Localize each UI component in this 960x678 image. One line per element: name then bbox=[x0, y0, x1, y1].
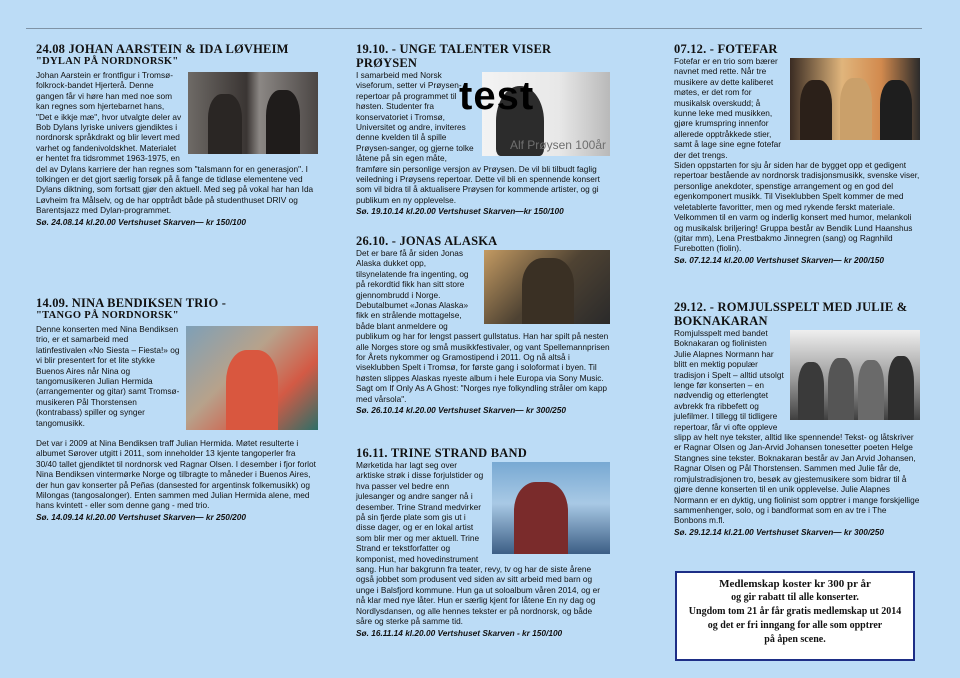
event-romjulsspelt bbox=[674, 300, 920, 538]
membership-line: og det er fri inngang for alle som opptrer bbox=[707, 620, 883, 631]
event-footer: Sø. 24.08.14 kl.20.00 Vertshuset Skarven— kr 150/100 bbox=[36, 216, 247, 227]
event-title: 26.10. - JONAS ALASKA bbox=[356, 234, 498, 248]
event-photo bbox=[790, 330, 920, 420]
event-description: Det er bare få år siden Jonas Alaska dukket opp, tilsynelatende fra ingenting, og på rekordtid fikk han sitt store gjennombrudd i Norge. Debutalbumet «Jonas Alaska» fikk en strålende mottagelse, både blant anmeldere og publikum og har for lengst passert gullstatus. Han har spilt på nesten alle Norges store og små musikkfestivaler, og vant Spellemannprisen for Årets nykommer og Gramostipend i 2011. Og nå altså i viseklubben Spelt i Tromsø, for første gang i soloformat i byen. Til høsten slippes Alaskas nyeste album i hele Europa via Sony Music. Sagt om If Only As A Ghost: "Norges nye folkyndling stråler om kapp med vårsola". bbox=[356, 248, 610, 404]
photo-caption: Alf Prøysen 100år bbox=[509, 138, 606, 152]
event-description: Romjulsspelt med bandet Boknakaran og fiolinisten Julie Alapnes Normann har blitt en mektig populær tradisjon i Spelt – alltid utsolgt lenge før konserten – en nødvendig og etterlengtet avbrekk fra ribbefett og julefilmer. I tillegg til tidligere repertoar, får vi ofte oppleve slipp av helt nye tekster, alltid like spennende! Tekst- og låtskriver er Ragnar Olsen og Jan-Arvid Johansen tonesetter poeten Helge Stangnes sine tekster. Boknakaran består av Jan Arvid Johansen, Ragnar Olsen og Pål Thorstensen. Sammen med Julie får de, romjulstradisjonen tro, besøk av gjestemusikere som bidrar til å gjøre denne konserten til en unik opplevelse. Julie Alapnes Normann er en dyktig, ung fiolinist som opptrer i mange forskjellige sammenhenger, solo, og i bandformat som en av tre i The Bonbons m.fl. bbox=[674, 328, 920, 526]
event-subtitle: "DYLAN PÅ NORDNORSK" bbox=[36, 56, 179, 67]
event-description: Denne konserten med Nina Bendiksen trio, er et samarbeid med latinfestivalen «No Siesta – Fiesta!» og vi blir presentert for et lite stykke Buenos Aires når Nina og tangomusikeren Julian Hermida (arrangementer og gitar) samt Tromsø-musikeren Pål Thorstensen (kontrabass) spiller og synger tangomusikk. bbox=[36, 324, 180, 428]
event-strand bbox=[356, 446, 610, 639]
event-title: 14.09. NINA BENDIKSEN TRIO - bbox=[36, 296, 227, 310]
event-description: Johan Aarstein er frontfigur i Tromsø-folkrock-bandet Hjerterå. Denne gangen får vi høre han med noe som kan regnes som hjertebarnet hans, "Det e ikkje mæ", hvor utvalgte deler av Bob Dylans lyriske univers gjendiktes i nordnorsk språkdrakt og blir levert med varhet og fandenivoldskhet. Materialet er hentet fra tidsrommet 1963-1975, en del av Dylans karriere der han regnes som "talsmann for en generasjon". I tolkingen er det gjort særlig forsøk på å fange de tidløse elementene ved Dylans diktning, som fortsatt gjør den aktuell. Med seg på vokal har han Ida Løvheim fra Målselv, og de har opptrådt både på studenthuset DRIV og Barentsjazz med Dylan-programmet. bbox=[36, 70, 314, 216]
event-footer: Sø. 29.12.14 kl.21.00 Vertshuset Skarven— kr 300/250 bbox=[674, 526, 885, 537]
event-proysen bbox=[356, 42, 610, 217]
membership-line: på åpen scene. bbox=[764, 634, 826, 645]
event-photo bbox=[188, 72, 318, 154]
event-footer: Sø. 16.11.14 kl.20.00 Vertshuset Skarven - kr 150/100 bbox=[356, 627, 563, 638]
event-description-2: Det var i 2009 at Nina Bendiksen traff Julian Hermida. Møtet resulterte i albumet Sørover utgitt i 2011, som inneholder 13 kjente tangoperler fra 30/40 tallet gjendiktet til nordnorsk ved Ragnar Olsen. I desember i fjor forlot Nina Bendiksen vintermørke Norge og tilbragte to måneder i Buenos Aires, der hun gav konserter på Peñas (dansested for argentinsk folkemusikk) og Milongas (tangosalonger). Enten sammen med Julian Hermida alene, med hans kvintett - eller som denne gang - med trio. bbox=[36, 438, 316, 511]
event-title: 16.11. TRINE STRAND BAND bbox=[356, 446, 527, 460]
membership-line: Medlemskap koster kr 300 pr år bbox=[719, 578, 871, 590]
event-footer: Sø. 26.10.14 kl.20.00 Vertshuset Skarven— kr 300/250 bbox=[356, 405, 567, 416]
event-footer: Sø. 07.12.14 kl.20.00 Vertshuset Skarven— kr 200/150 bbox=[674, 254, 885, 265]
event-description: I samarbeid med Norsk viseforum, setter vi Prøysen-repertoar på programmet til høsten. Studenter fra konservatoriet i Tromsø, Universitet og andre, inviteres denne kvelden til å spille Prøysen-sanger, og gjerne tolke låtene på sin egen måte, framføre sin personlige versjon av Prøysen. De vil bli tilbudt faglig veiledning i Prøysens repertoar. Dette vil bli en spennende konsert som vil bidra til å aktualisere Prøysen for kommende artister, og gi publikum en ny opplevelse. bbox=[356, 70, 600, 205]
membership-line: Ungdom tom 21 år får gratis medlemskap ut 2014 bbox=[688, 606, 902, 617]
membership-box bbox=[675, 571, 915, 661]
event-description-2: Siden oppstarten for sju år siden har de bygget opp et gedigent repertoar bestående av nordnorsk tradisjonsmusikk, svenske viser, personlige anekdoter, spenstige arrangement og en god del egenkomponert musikk. Til Viseklubben Spelt kommer de med veletablerte favoritter, men og med rykende ferskt materiale. Velkommen til en varm og inderlig konsert med humor, melankoli og musikalsk briljering! Gruppa består av Bendik Lund Haanshus (gitar mm), Lena Prestbakmo Jinnegren (sang) og Ragnhild Furebotten (fiolin). bbox=[674, 160, 920, 254]
event-description: Fotefar er en trio som bærer navnet med rette. Når tre musikere av dette kaliberet møtes, er det rom for musikalsk overskudd; å kunne leke med musikken, gjøre krumspring innenfor allerede opptråkkede stier, samt å lage sine egne fotefar der det trengs. bbox=[674, 56, 782, 160]
event-footer: Sø. 19.10.14 kl.20.00 Vertshuset Skarven—kr 150/100 bbox=[356, 206, 564, 217]
event-subtitle: "TANGO PÅ NORDNORSK" bbox=[36, 310, 179, 321]
event-photo bbox=[492, 462, 610, 554]
event-description: Mørketida har lagt seg over arktiske strøk i disse forjulstider og hva passer vel bedre enn julesanger og andre sanger nå i desember. Trine Strand medvirker på sin fjerde plate som gis ut i disse dager, og er en lokal artist som blir mer og mer aktuell. Trine Strand er tekstforfatter og komponist, med hovedinstrument sang. Hun har bakgrunn fra teater, revy, tv og har de siste årene også jobbet som produsent ved siden av sitt arbeid med barn og unge i Balsfjord kommune. Hun ga ut soloalbum våren 2014, og er nå klar med nye låter. Hun er særlig kjent for låtene En ny dag og Nordlysdansen, og alle hennes tekster er på nordnorsk, og både såre og sterke på samme tid. bbox=[356, 460, 600, 627]
event-photo bbox=[790, 58, 920, 140]
event-title: 29.12. - ROMJULSSPELT MED JULIE & BOKNAKARAN bbox=[674, 300, 908, 328]
event-alaska bbox=[356, 234, 610, 416]
top-divider bbox=[26, 28, 922, 29]
event-aarstein bbox=[36, 42, 318, 228]
overlay-test-text: test bbox=[459, 74, 535, 118]
event-photo bbox=[484, 250, 610, 324]
event-bendiksen bbox=[36, 296, 318, 523]
event-title: 24.08 JOHAN AARSTEIN & IDA LØVHEIM bbox=[36, 42, 289, 56]
event-fotefar bbox=[674, 42, 920, 266]
event-title: 07.12. - FOTEFAR bbox=[674, 42, 778, 56]
event-title: 19.10. - UNGE TALENTER VISER PRØYSEN bbox=[356, 42, 552, 70]
membership-line: og gir rabatt til alle konserter. bbox=[731, 592, 859, 603]
event-footer: Sø. 14.09.14 kl.20.00 Vertshuset Skarven— kr 250/200 bbox=[36, 511, 247, 522]
event-photo bbox=[186, 326, 318, 430]
